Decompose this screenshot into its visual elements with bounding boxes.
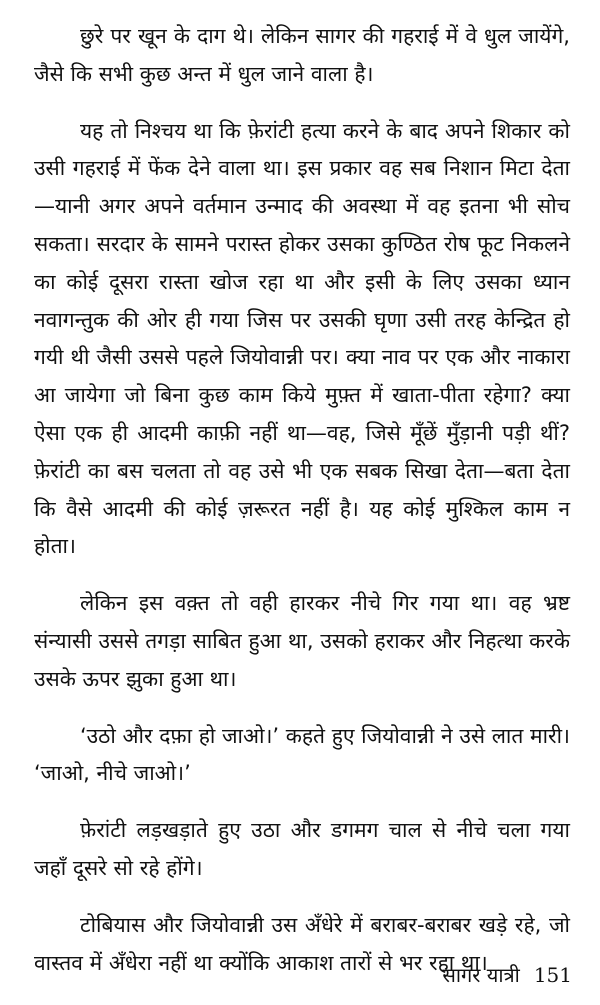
paragraph-4: ‘उठो और दफ़ा हो जाओ।’ कहते हुए जियोवान्नी ने उसे लात मारी। ‘जाओ, नीचे जाओ।’ bbox=[34, 723, 570, 786]
page-footer bbox=[0, 955, 600, 995]
running-title: सागर यात्री bbox=[442, 963, 520, 987]
paragraph-5: फ़ेरांटी लड़खड़ाते हुए उठा और डगमग चाल से नीचे चला गया जहाँ दूसरे सो रहे होंगे। bbox=[34, 818, 570, 880]
paragraph-gap bbox=[34, 94, 570, 113]
paragraph-gap bbox=[34, 566, 570, 585]
page-number: 151 bbox=[533, 963, 572, 987]
paragraph-1: छुरे पर खून के दाग थे। लेकिन सागर की गहराई में वे धुल जायेंगे, जैसे कि सभी कुछ अन्त में धुल जाने वाला है। bbox=[34, 24, 570, 86]
paragraph-gap bbox=[34, 793, 570, 812]
paragraph-gap bbox=[34, 888, 570, 907]
paragraph-3: लेकिन इस वक़्त तो वही हारकर नीचे गिर गया था। वह भ्रष्ट संन्यासी उससे तगड़ा साबित हुआ था, उसको हराकर और निहत्था करके उसके ऊपर झुका हुआ था। bbox=[34, 591, 570, 691]
paragraph-2: यह तो निश्चय था कि फ़ेरांटी हत्या करने के बाद अपने शिकार को उसी गहराई में फेंक देने वाला था। इस प्रकार वह सब निशान मिटा देता—यानी अगर अपने वर्तमान उन्माद की अवस्था में वह इतना भी सोच सकता। सरदार के सामने परास्त होकर उसका कुण्ठित रोष फूट निकलने का कोई दूसरा रास्ता खोज रहा था और इसी के लिए उसका ध्यान नवागन्तुक की ओर ही गया जिस पर उसकी घृणा उसी तरह केन्द्रित हो गयी थी जैसी उससे पहले जियोवान्नी पर। क्या नाव पर एक और नाकारा आ जायेगा जो बिना कुछ काम किये मुफ़्त में खाता-पीता रहेगा? क्या ऐसा एक ही आदमी काफ़ी नहीं था—वह, जिसे मूँछें मुँड़ानी पड़ी थीं? फ़ेरांटी का बस चलता तो वह उसे भी एक सबक सिखा देता—बता देता कि वैसे आदमी की कोई ज़रूरत नहीं है। यह कोई मुश्किल काम न होता। bbox=[34, 118, 570, 559]
paragraph-gap bbox=[34, 699, 570, 718]
paragraph-6: टोबियास और जियोवान्नी उस अँधेरे में बराबर-बराबर खड़े रहे, जो वास्तव में अँधेरा नहीं था क्योंकि आकाश तारों से भर रहा था। bbox=[34, 912, 570, 975]
